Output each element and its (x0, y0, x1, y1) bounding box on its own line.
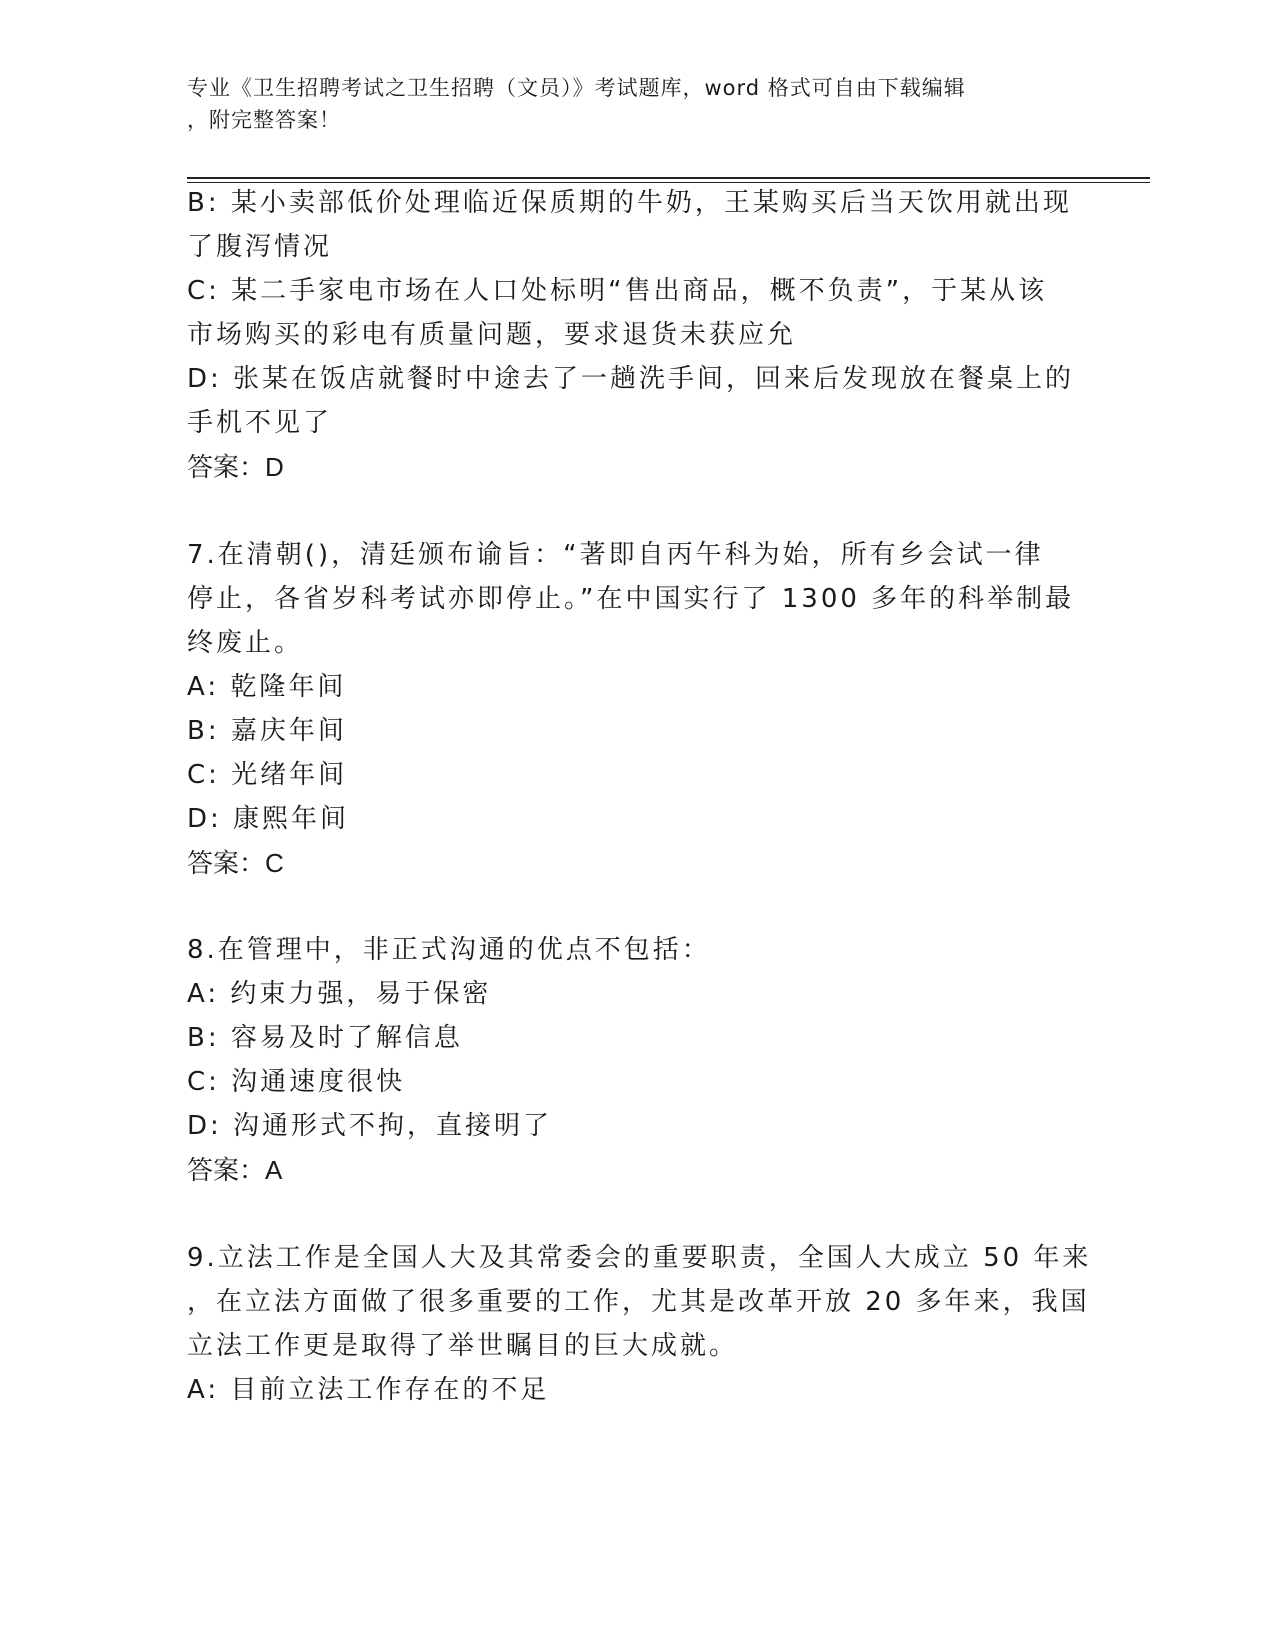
question-7-option-c: C: 光绪年间 (187, 760, 348, 790)
option-b-line-2: 了腹泻情况 (187, 232, 333, 262)
question-8-answer: 答案：A (187, 1155, 283, 1185)
question-7-stem-line-1: 7.在清朝()，清廷颁布谕旨：“著即自丙午科为始，所有乡会试一律 (187, 540, 1044, 570)
header-rule-thin (187, 182, 1150, 183)
question-9-stem-line-1: 9.立法工作是全国人大及其常委会的重要职责，全国人大成立 50 年来 (187, 1243, 1092, 1273)
question-9-option-a: A: 目前立法工作存在的不足 (187, 1375, 550, 1405)
option-d-line-1: D: 张某在饭店就餐时中途去了一趟洗手间，回来后发现放在餐桌上的 (187, 364, 1075, 394)
option-c-line-2: 市场购买的彩电有质量问题，要求退货未获应允 (187, 320, 797, 350)
question-8-option-a: A: 约束力强，易于保密 (187, 979, 492, 1009)
header-rule-thick (187, 177, 1150, 179)
option-d-line-2: 手机不见了 (187, 408, 333, 438)
answer-text: 答案：D (187, 452, 284, 482)
option-c-line-1: C: 某二手家电市场在人口处标明“售出商品，概不负责”，于某从该 (187, 276, 1048, 306)
question-7-stem-line-3: 终废止。 (187, 628, 304, 658)
question-8-option-b: B: 容易及时了解信息 (187, 1023, 463, 1053)
option-b-line-1: B: 某小卖部低价处理临近保质期的牛奶，王某购买后当天饮用就出现 (187, 188, 1072, 218)
question-7-answer: 答案：C (187, 848, 284, 878)
header-line-2: ，附完整答案！ (187, 108, 341, 132)
question-8-option-c: C: 沟通速度很快 (187, 1067, 406, 1097)
header-line-1: 专业《卫生招聘考试之卫生招聘（文员）》考试题库，word 格式可自由下载编辑 (187, 76, 966, 100)
question-7-option-b: B: 嘉庆年间 (187, 716, 347, 746)
document-header (187, 72, 1067, 136)
question-9-stem-line-2: ，在立法方面做了很多重要的工作，尤其是改革开放 20 多年来，我国 (187, 1287, 1090, 1317)
question-7-stem-line-2: 停止，各省岁科考试亦即停止。”在中国实行了 1300 多年的科举制最 (187, 584, 1075, 614)
question-8-stem-line-1: 8.在管理中，非正式沟通的优点不包括： (187, 935, 711, 965)
question-9-stem-line-3: 立法工作更是取得了举世瞩目的巨大成就。 (187, 1331, 739, 1361)
question-8-option-d: D: 沟通形式不拘，直接明了 (187, 1111, 553, 1141)
question-7-option-d: D: 康熙年间 (187, 804, 350, 834)
question-7-option-a: A: 乾隆年间 (187, 672, 347, 702)
